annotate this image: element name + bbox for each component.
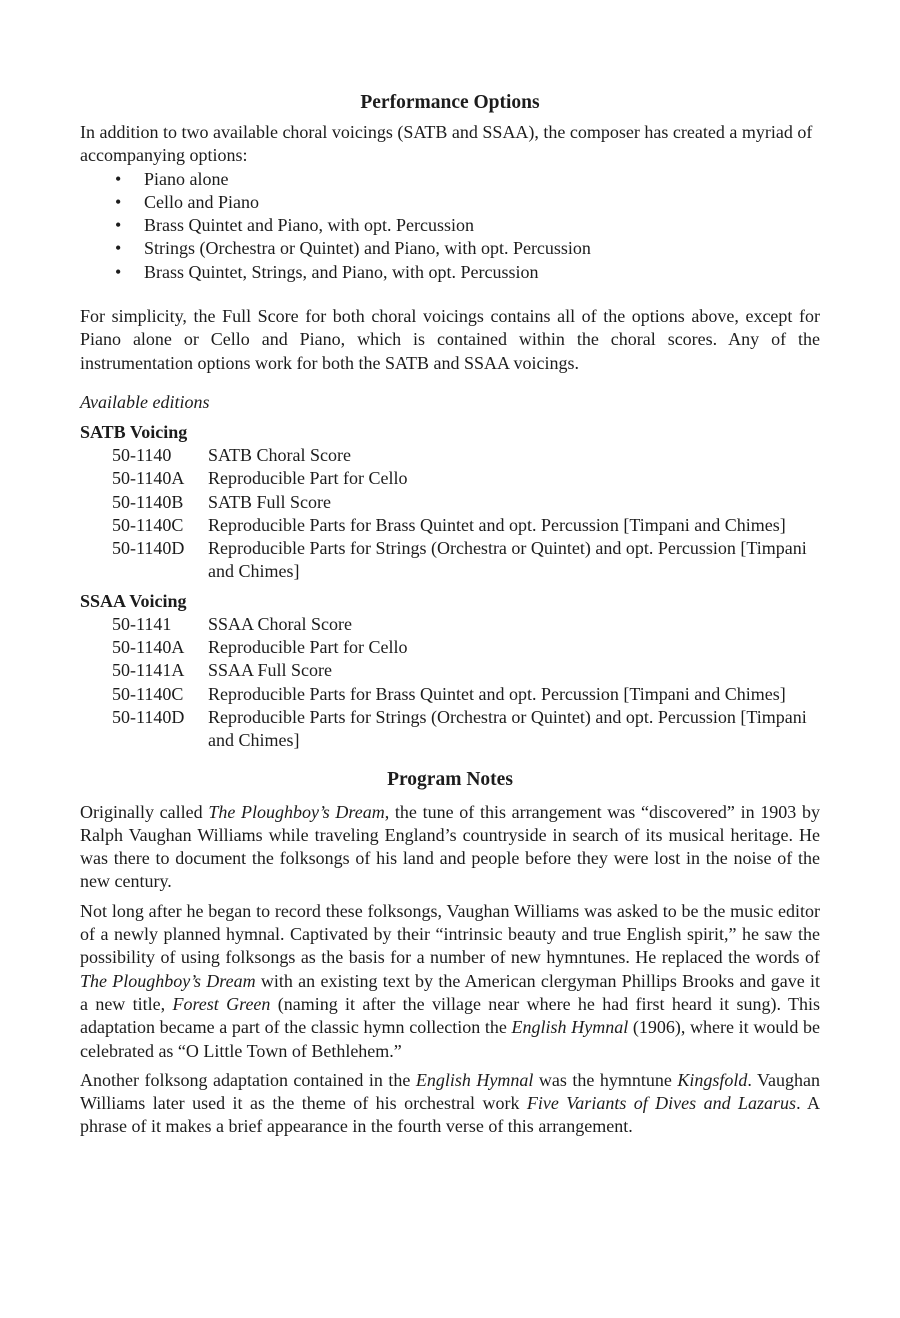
- edition-code: 50-1140C: [112, 514, 184, 535]
- table-row: [112, 683, 818, 706]
- edition-description: Reproducible Parts for Brass Quintet and opt. Percussion [Timpani and Chimes]: [208, 514, 786, 535]
- bullet-icon: •: [115, 191, 122, 212]
- document-body: [80, 90, 820, 1139]
- table-row: [112, 636, 818, 659]
- ssaa-voicing-heading: SSAA Voicing: [80, 590, 187, 611]
- table-row: [112, 706, 818, 753]
- edition-code: 50-1140A: [112, 637, 185, 658]
- ssaa-editions-table: [112, 613, 818, 753]
- program-notes-body: [80, 801, 820, 1139]
- edition-description: Reproducible Parts for Strings (Orchestra or Quintet) and opt. Percussion [Timpani and Chimes]: [208, 706, 807, 751]
- table-row: [112, 659, 818, 682]
- table-row: [112, 537, 818, 584]
- table-row: [112, 444, 818, 467]
- edition-description: Reproducible Part for Cello: [208, 637, 408, 658]
- edition-code: 50-1140B: [112, 491, 184, 512]
- bullet-icon: •: [115, 261, 122, 282]
- table-row: [112, 467, 818, 490]
- performance-options-heading: Performance Options: [360, 92, 540, 113]
- satb-voicing-heading: SATB Voicing: [80, 421, 188, 442]
- program-notes-paragraph-2: Not long after he began to record these folksongs, Vaughan Williams was asked to be the music editor of a newly planned hymnal. Captivated by their “intrinsic beauty and true English spirit,” he saw the possibility of using folksongs as the basis for a number of new hymntunes. He replaced the words of The Ploughboy’s Dream with an existing text by the American clergyman Phillips Brooks and gave it a new title, Forest Green (naming it after the village near where he had first heard it sung). This adaptation became a part of the classic hymn collection the English Hymnal (1906), where it would be celebrated as “O Little Town of Bethlehem.”: [80, 900, 820, 1061]
- edition-code: 50-1140: [112, 444, 172, 465]
- edition-code: 50-1140D: [112, 538, 185, 559]
- list-item: • Brass Quintet and Piano, with opt. Percussion: [115, 214, 820, 237]
- options-list: [80, 168, 820, 284]
- program-notes-paragraph-1: Originally called The Ploughboy’s Dream, the tune of this arrangement was “discovered” in 1903 by Ralph Vaughan Williams while traveling England’s countryside in search of its musical heritage. He was there to document the folksongs of his land and people before they were lost in the noise of the new century.: [80, 801, 820, 892]
- bullet-icon: •: [115, 168, 122, 189]
- table-row: [112, 613, 818, 636]
- program-notes-paragraph-3: Another folksong adaptation contained in the English Hymnal was the hymntune Kingsfold. Vaughan Williams later used it as the theme of his orchestral work Five Variants of Dives and Lazarus. A phrase of it makes a brief appearance in the fourth verse of this arrangement.: [80, 1069, 820, 1137]
- edition-description: SSAA Choral Score: [208, 613, 352, 634]
- bullet-icon: •: [115, 215, 122, 236]
- table-row: [112, 491, 818, 514]
- table-row: [112, 514, 818, 537]
- edition-code: 50-1140A: [112, 468, 185, 489]
- simplicity-paragraph: For simplicity, the Full Score for both choral voicings contains all of the options above, except for Piano alone or Cello and Piano, which is contained within the choral scores. Any of the instrumentation options work for both the SATB and SSAA voicings.: [80, 306, 820, 373]
- list-item: • Piano alone: [115, 168, 820, 191]
- edition-description: Reproducible Parts for Brass Quintet and opt. Percussion [Timpani and Chimes]: [208, 683, 786, 704]
- edition-code: 50-1140C: [112, 683, 184, 704]
- list-item: • Cello and Piano: [115, 191, 820, 214]
- available-editions-label: Available editions: [80, 391, 210, 412]
- edition-code: 50-1140D: [112, 706, 185, 727]
- performance-intro: In addition to two available choral voicings (SATB and SSAA), the composer has created a myriad of accompanying options:: [80, 122, 813, 166]
- satb-editions-table: [112, 444, 818, 584]
- list-item: • Brass Quintet, Strings, and Piano, with opt. Percussion: [115, 261, 820, 284]
- edition-description: Reproducible Part for Cello: [208, 468, 408, 489]
- edition-code: 50-1141A: [112, 660, 185, 681]
- edition-description: SSAA Full Score: [208, 660, 333, 681]
- program-notes-heading: Program Notes: [387, 768, 513, 790]
- edition-description: Reproducible Parts for Strings (Orchestra or Quintet) and opt. Percussion [Timpani and Chimes]: [208, 538, 807, 582]
- list-item: • Strings (Orchestra or Quintet) and Piano, with opt. Percussion: [115, 237, 820, 260]
- bullet-icon: •: [115, 238, 122, 259]
- edition-code: 50-1141: [112, 613, 172, 634]
- edition-description: SATB Choral Score: [208, 444, 351, 465]
- edition-description: SATB Full Score: [208, 491, 332, 512]
